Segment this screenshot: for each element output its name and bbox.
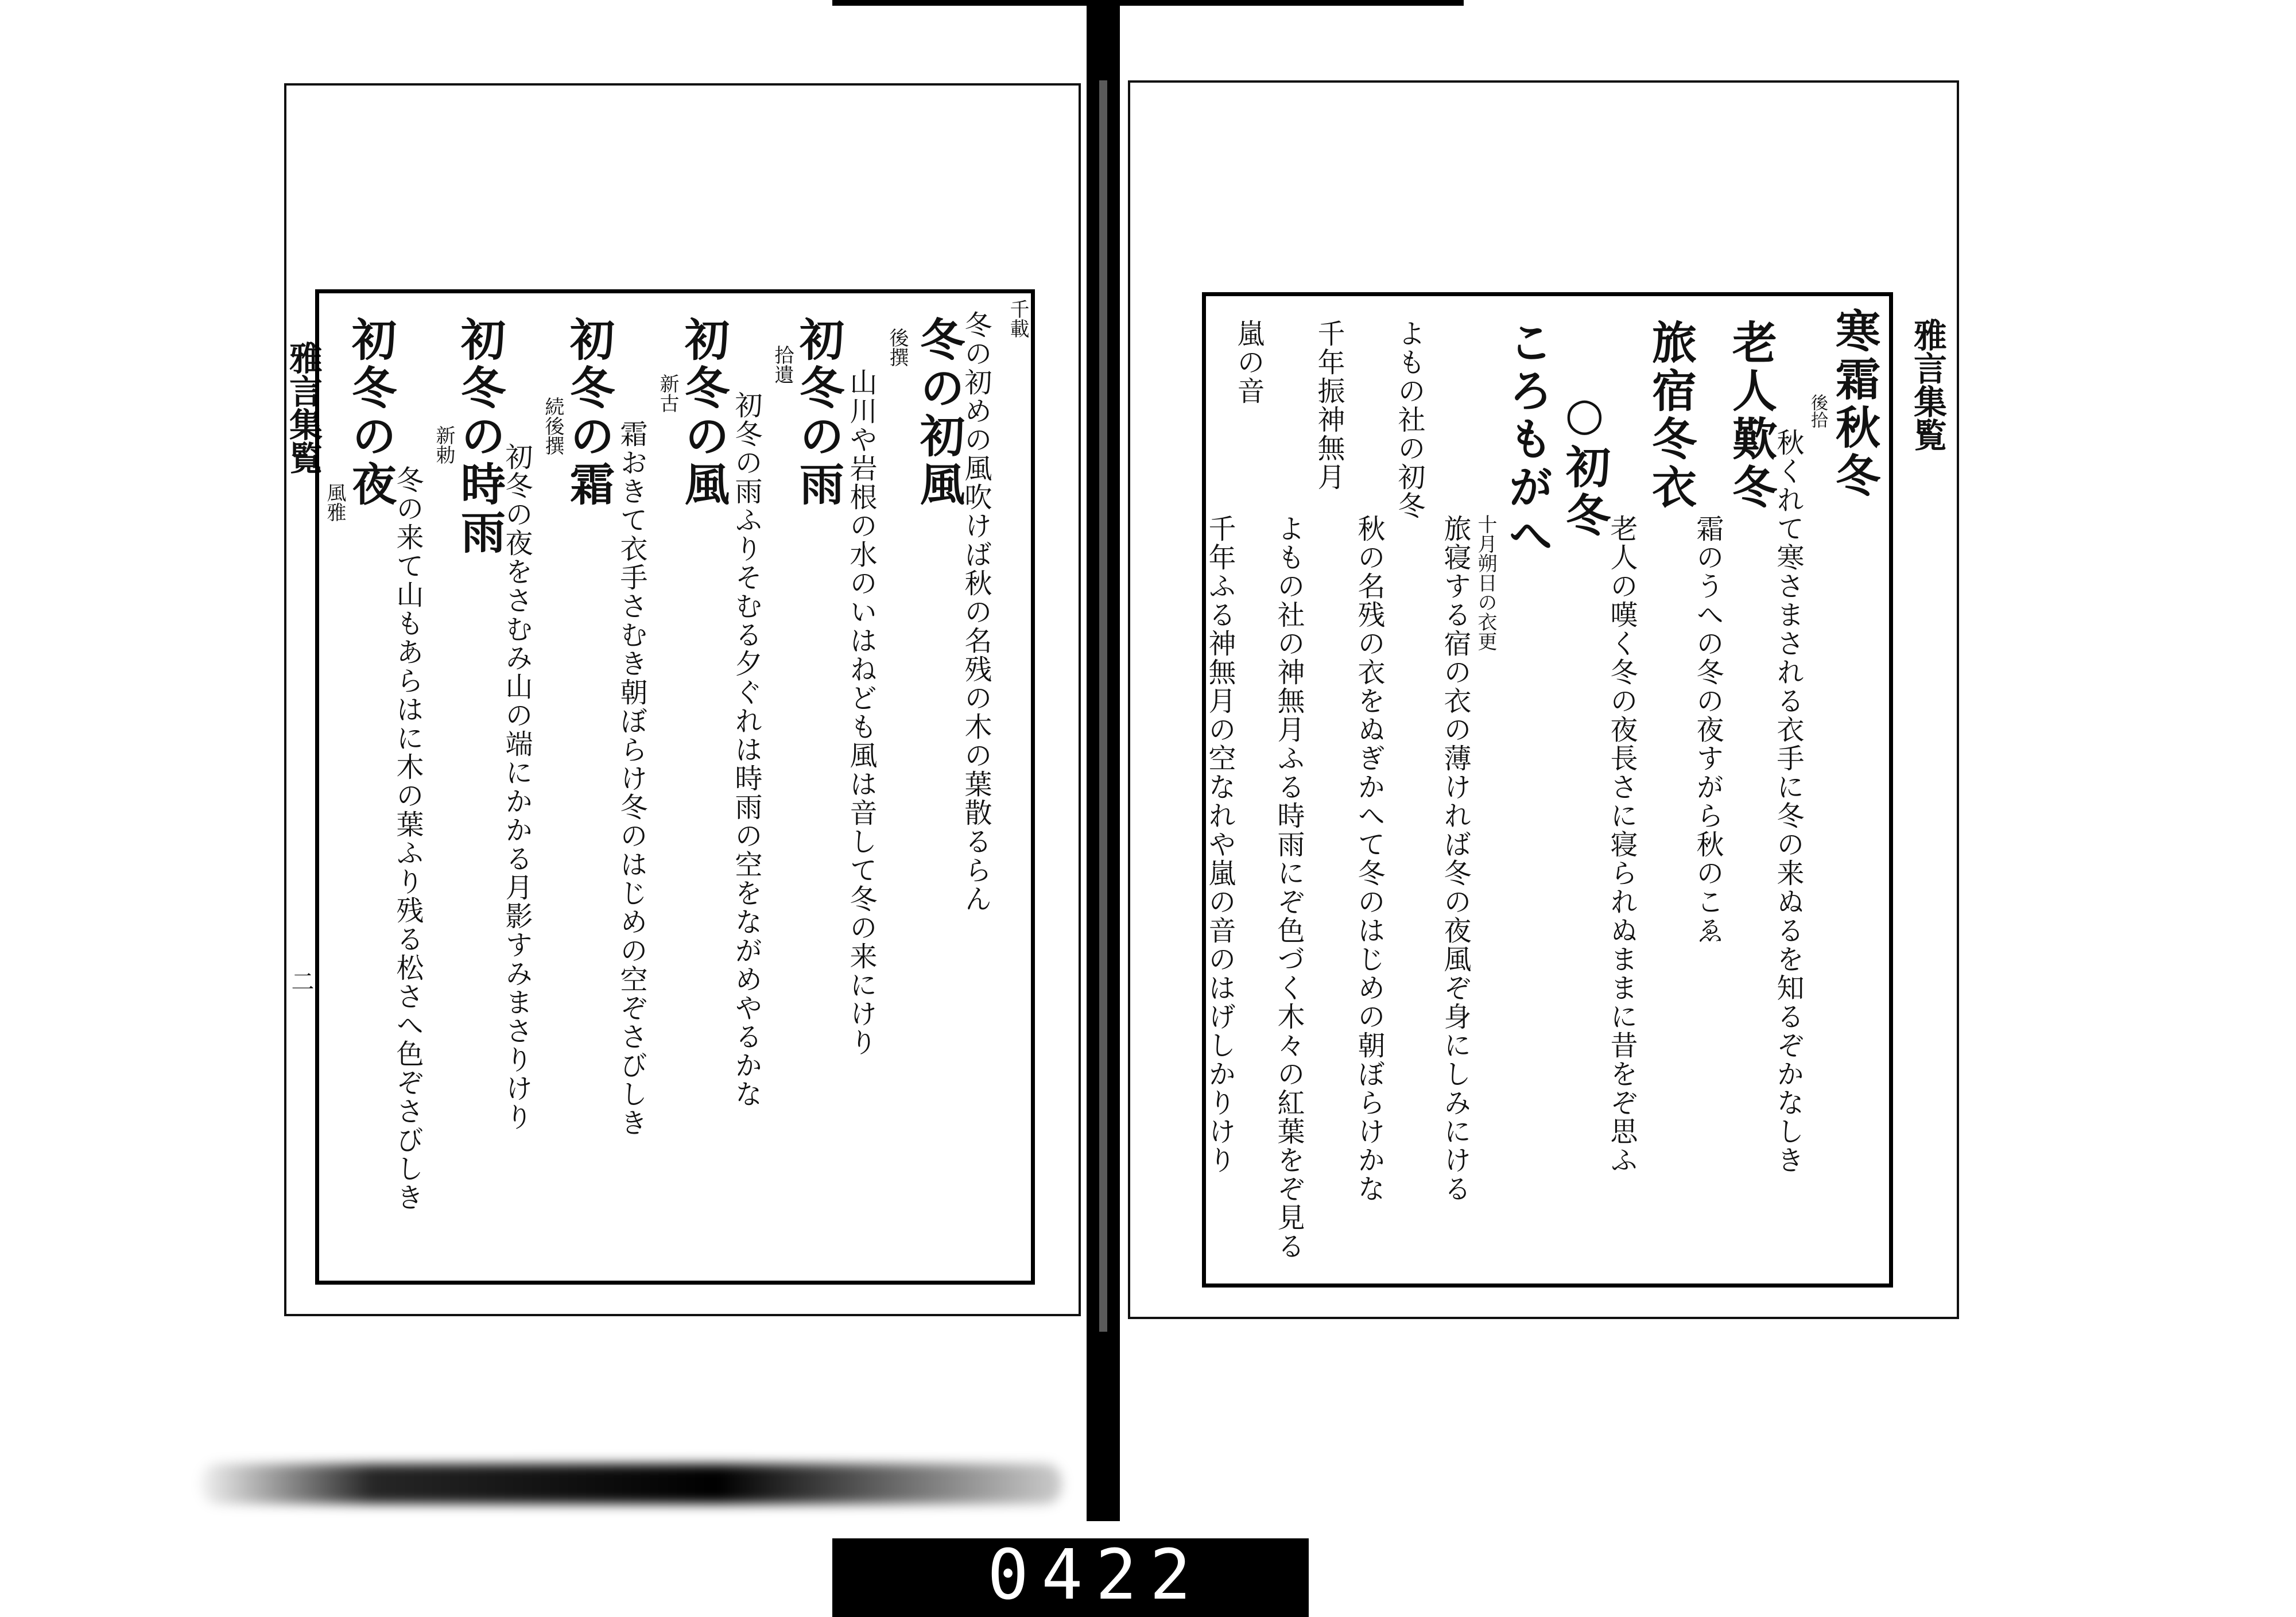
spine-gap [1099,80,1107,1332]
verse-line: 秋の名残の衣をぬぎかへて冬のはじめの朝ぼらけかな [1353,514,1385,1203]
verse-line: 老人の嘆く冬の夜長さに寝られぬままに昔をぞ思ふ [1605,514,1638,1174]
heading: 初冬の雨 [792,316,844,509]
right-text-frame [1202,292,1893,1288]
verse-line: 冬の初めの風吹けば秋の名残の木の葉散るらん [960,311,992,913]
note: 新古 [656,374,679,413]
heading: 初冬の風 [677,316,730,509]
right-margin-title: 雅言集覧 [1908,318,1947,451]
sub-heading: 十月朔日の衣更 [1474,514,1497,651]
verse-line: 旅寝する宿の衣の薄ければ冬の夜風ぞ身にしみにける [1439,514,1471,1203]
note: 後撰 [886,328,909,367]
heading: 冬の初風 [913,316,965,509]
heading: 初冬の霜 [563,316,615,509]
left-margin-title: 雅言集覧 [284,341,323,474]
note: 拾遺 [771,345,794,384]
scan-shadow [201,1464,1062,1504]
section-label: ころもがへ [1501,319,1553,560]
note: 新勅 [432,425,455,464]
heading: 旅宿冬衣 [1645,319,1697,512]
heading: 老人歎冬 [1725,319,1777,512]
note: 千載 [1006,299,1029,338]
verse-line: 霜のうへの冬の夜すがら秋のこゑ [1692,514,1724,945]
top-edge-strip [832,0,1464,6]
left-page-number: 二 [288,970,314,992]
note: 続後撰 [541,397,564,455]
section-title: ○初冬 [1558,388,1611,540]
verse-line: 霜おきて衣手さむき朝ぼらけ冬のはじめの空ぞさびしき [615,420,647,1137]
left-text-frame [315,289,1035,1285]
right-page [1128,80,1959,1319]
verse-line: 山川や岩根の水のいはねども風は音して冬の来にけり [845,368,877,1057]
note: 後拾 [1808,394,1828,428]
verse-line: 初冬の雨ふりそむる夕ぐれは時雨の空をながめやるかな [730,391,762,1108]
heading: 寒霜秋冬 [1828,308,1880,501]
left-page [284,83,1081,1316]
heading: 初冬の夜 [344,316,397,509]
sub-heading: よもの社の初冬 [1393,319,1425,520]
verse-line: 初冬の夜をさむみ山の端にかかる月影すみまさりけり [501,443,533,1131]
verse-line: 冬の来て山もあらはに木の葉ふり残る松さへ色ぞさびしき [391,466,424,1212]
note: 風雅 [323,483,346,522]
verse-line: よもの社の神無月ふる時雨にぞ色づく木々の紅葉をぞ見る [1273,514,1305,1261]
heading: 初冬の時雨 [453,316,506,557]
catalog-label: 0422 [987,1535,1204,1615]
verse-line: 秋くれて寒さまされる衣手に冬の来ぬるを知るぞかなしき [1772,428,1804,1174]
verse-line: 千年ふる神無月の空なれや嵐の音のはげしかりけり [1204,514,1236,1174]
sub-heading: 嵐の音 [1232,319,1265,405]
sub-heading: 千年振神無月 [1313,319,1345,491]
